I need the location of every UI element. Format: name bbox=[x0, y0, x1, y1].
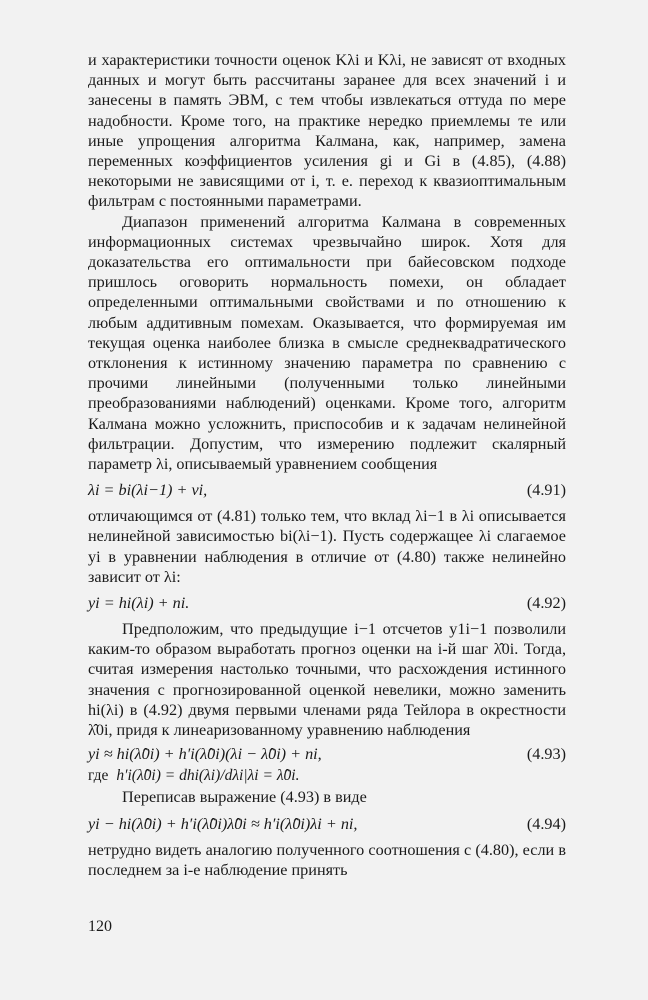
equation-4-93-number: (4.93) bbox=[526, 745, 566, 764]
paragraph-5: Переписав выражение (4.93) в виде bbox=[122, 788, 367, 807]
equation-4-94-expr: yi − hi(λ̂0i) + h′i(λ̂0i)λ̂0i ≈ h′i(λ̂0i)λi + ni, bbox=[88, 814, 358, 833]
paragraph-3: отличающимся от (4.81) только тем, что вклад λi−1 в λi описывается нелинейной зависимостью bi(λi−1). Пусть содержащее λi слагаемое yi в уравнении наблюдения в отличие от (4.80) также нелинейно зависит от λi: bbox=[88, 507, 566, 586]
equation-4-94 bbox=[88, 814, 566, 834]
paragraph-1: и характеристики точности оценок Kλi и Kλi, не зависят от входных данных и могут быть рассчитаны заранее для всех значений i и занесены в память ЭВМ, с тем чтобы извлекаться оттуда по мере надобности. Кроме того, на практике нередко приемлемы те или иные упрощения алгоритма Калмана, как, например, замена переменных коэффициентов усиления gi и Gi в (4.85), (4.88) некоторыми не зависящими от i, т. е. переход к квазиоптимальным фильтрам с постоянными параметрами. bbox=[88, 51, 566, 211]
equation-4-92-number: (4.92) bbox=[526, 594, 566, 613]
derivative-definition bbox=[88, 766, 566, 785]
where-expression: h′i(λ̂0i) = dhi(λi)/dλi|λi = λ̂0i. bbox=[116, 767, 300, 785]
page-body bbox=[88, 50, 566, 880]
where-label: где bbox=[88, 767, 109, 785]
equation-4-92 bbox=[88, 593, 566, 613]
equation-4-93-expr: yi ≈ hi(λ̂0i) + h′i(λ̂0i)(λi − λ̂0i) + ni, bbox=[88, 745, 322, 764]
paragraph-4: Предположим, что предыдущие i−1 отсчетов y1i−1 позволили каким-то образом выработать прогноз оценки на i-й шаг λ̂0i. Тогда, считая измерения настолько точными, что расхождения истинного значения с прогнозированной оценкой невелики, можно заменить hi(λi) в (4.92) двумя первыми членами ряда Тейлора в окрестности λ̂0i, придя к линеаризованному уравнению наблюдения bbox=[88, 620, 566, 740]
paragraph-6: нетрудно видеть аналогию полученного соотношения с (4.80), если в последнем за i-е наблюдение принять bbox=[88, 840, 566, 879]
equation-4-94-number: (4.94) bbox=[526, 814, 566, 833]
equation-4-91-number: (4.91) bbox=[526, 481, 566, 500]
paragraph-2: Диапазон применений алгоритма Калмана в современных информационных системах чрезвычайно широк. Хотя для доказательства его оптимальности при байесовском подходе пришлось оговорить нормальность помехи, он обладает определенными оптимальными свойствами и по отношению к любым аддитивным помехам. Оказывается, что формируемая им текущая оценка наиболее близка в смысле среднеквадратического отклонения к истинному значению параметра по сравнению с прочими линейными (полученными только линейными преобразованиями наблюдений) оценками. Кроме того, алгоритм Калмана можно усложнить, приспособив и к задачам нелинейной фильтрации. Допустим, что измерению подлежит скалярный параметр λi, описываемый уравнением сообщения bbox=[88, 212, 566, 474]
page-number: 120 bbox=[88, 918, 112, 935]
equation-4-92-expr: yi = hi(λi) + ni. bbox=[88, 594, 190, 613]
equation-4-91 bbox=[88, 480, 566, 500]
equation-4-91-expr: λi = bi(λi−1) + vi, bbox=[88, 481, 208, 500]
equation-4-93 bbox=[88, 744, 566, 764]
